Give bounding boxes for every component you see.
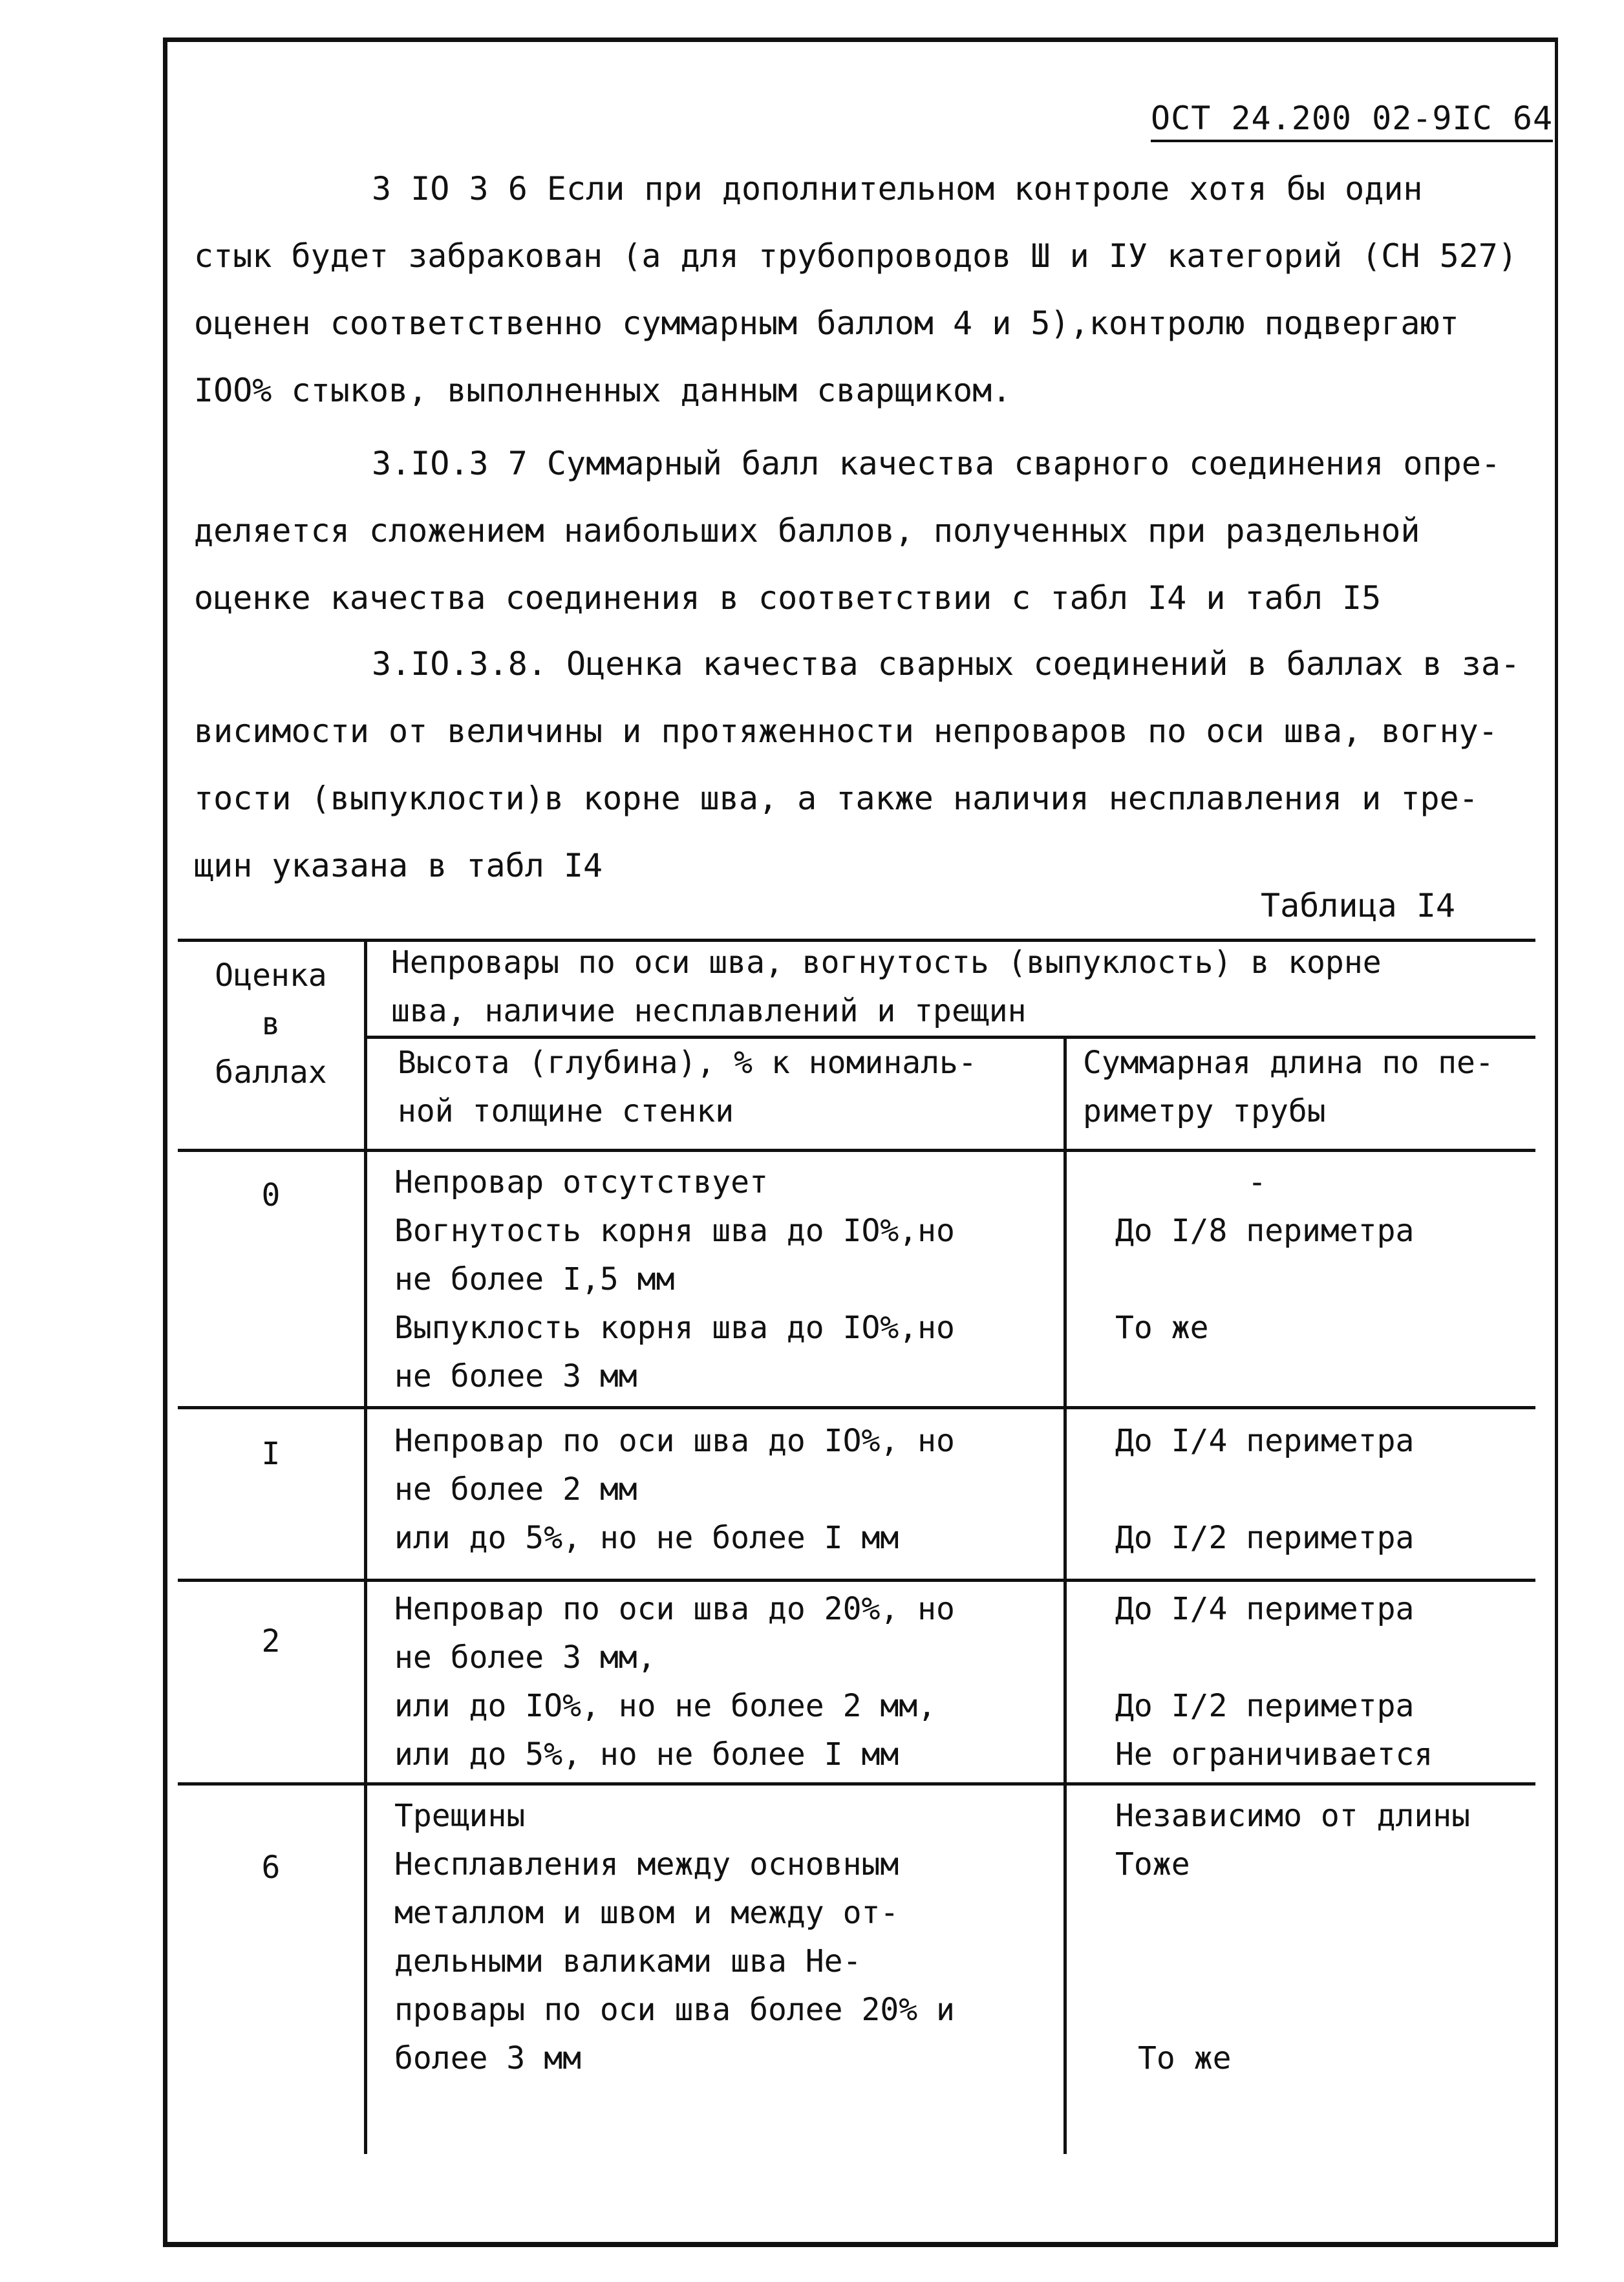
header-length-line: Суммарная длина по пе- bbox=[1083, 1045, 1494, 1081]
header-depth-line: ной толщине стенки bbox=[398, 1093, 734, 1129]
length-line: Независимо от длины bbox=[1115, 1798, 1471, 1834]
header-length-line: риметру трубы bbox=[1083, 1093, 1326, 1129]
row-rule bbox=[178, 1579, 1535, 1582]
description-line: не более 2 мм bbox=[394, 1471, 637, 1508]
row-rule bbox=[178, 1782, 1535, 1786]
column-rule bbox=[1063, 1036, 1067, 2154]
text-line: деляется сложением наибольших баллов, полученных при раздельной bbox=[194, 512, 1420, 549]
header-depth-line: Высота (глубина), % к номиналь- bbox=[398, 1045, 977, 1081]
length-line bbox=[1115, 1986, 1470, 2034]
description-line: не более I,5 мм bbox=[394, 1261, 675, 1297]
row-score: 6 bbox=[261, 1850, 281, 1886]
row-score: I bbox=[261, 1436, 281, 1472]
description-line: Вогнутость корня шва до IO%,но bbox=[394, 1213, 955, 1249]
length-line bbox=[1115, 1352, 1414, 1401]
header-group-line: Непровары по оси шва, вогнутость (выпуклость) в корне bbox=[391, 944, 1382, 981]
table-caption: Таблица I4 bbox=[1261, 887, 1456, 924]
description-line: не более 3 мм bbox=[394, 1358, 637, 1394]
row-length bbox=[1115, 1158, 1414, 1401]
header-score-line: баллах bbox=[215, 1054, 327, 1091]
length-line bbox=[1115, 1937, 1470, 1986]
description-line: Непровар по оси шва до IO%, но bbox=[394, 1423, 955, 1459]
text-line: тости (выпуклости)в корне шва, а также наличия несплавления и тре- bbox=[194, 780, 1479, 817]
description-line: металлом и швом и между от- bbox=[394, 1895, 899, 1931]
header-score bbox=[178, 952, 364, 1097]
description-line: Несплавления между основным bbox=[394, 1846, 899, 1882]
row-length bbox=[1115, 1585, 1433, 1779]
paragraph-3-10-3-8 bbox=[194, 630, 1558, 899]
description-line: Трещины bbox=[394, 1798, 526, 1834]
length-line: До I/4 периметра bbox=[1115, 1423, 1415, 1459]
text-line: щин указана в табл I4 bbox=[194, 847, 603, 884]
description-line: или до 5%, но не более I мм bbox=[394, 1520, 899, 1556]
length-line bbox=[1115, 1634, 1433, 1682]
description-line: или до 5%, но не более I мм bbox=[394, 1736, 899, 1773]
text-line: стык будет забракован (а для трубопроводов Ш и IУ категорий (СН 527) bbox=[194, 237, 1517, 275]
description-line: не более 3 мм, bbox=[394, 1639, 656, 1676]
text-line: 3.IO.3 7 Суммарный балл качества сварного соединения опре- bbox=[372, 445, 1501, 482]
table-14 bbox=[178, 939, 1539, 2167]
row-description bbox=[394, 1158, 955, 1401]
description-line: дельными валиками шва Не- bbox=[394, 1943, 862, 1979]
description-line: Выпуклость корня шва до IO%,но bbox=[394, 1310, 955, 1346]
row-score: 0 bbox=[261, 1177, 281, 1213]
length-line: - bbox=[1248, 1164, 1266, 1200]
text-line: IOO% стыков, выполненных данным сварщиком. bbox=[194, 372, 1012, 409]
document-code: ОСТ 24.200 02-9IC 64 bbox=[1151, 97, 1553, 142]
description-line: более 3 мм bbox=[394, 2040, 581, 2076]
length-line: Тоже bbox=[1115, 1846, 1190, 1882]
row-rule bbox=[178, 1406, 1535, 1409]
length-line bbox=[1115, 1889, 1470, 1937]
paragraph-3-10-3-6 bbox=[194, 155, 1558, 424]
description-line: провары по оси шва более 20% и bbox=[394, 1992, 955, 2028]
length-line bbox=[1115, 1255, 1414, 1304]
length-line: До I/4 периметра bbox=[1115, 1591, 1415, 1627]
header-length bbox=[1083, 1039, 1494, 1136]
column-rule bbox=[364, 939, 367, 2154]
header-depth bbox=[398, 1039, 977, 1136]
paragraph-3-10-3-7 bbox=[194, 430, 1558, 632]
length-line: До I/8 периметра bbox=[1115, 1213, 1415, 1249]
row-score: 2 bbox=[261, 1623, 281, 1659]
row-length bbox=[1115, 1417, 1414, 1562]
header-group-line: шва, наличие несплавлений и трещин bbox=[391, 993, 1027, 1029]
row-length bbox=[1115, 1792, 1470, 2083]
header-bottom-rule bbox=[178, 1149, 1535, 1152]
header-score-line: в bbox=[261, 1006, 281, 1042]
text-line: оценен соответственно суммарным баллом 4 и 5),контролю подвергают bbox=[194, 304, 1459, 342]
header-group bbox=[391, 939, 1382, 1036]
text-line: 3 IO 3 6 Если при дополнительном контроле хотя бы один bbox=[372, 170, 1423, 208]
length-line: То же bbox=[1138, 2040, 1232, 2076]
description-line: Непровар по оси шва до 20%, но bbox=[394, 1591, 955, 1627]
description-line: Непровар отсутствует bbox=[394, 1164, 768, 1200]
length-line: До I/2 периметра bbox=[1115, 1520, 1415, 1556]
text-line: 3.IO.3.8. Оценка качества сварных соединений в баллах в за- bbox=[372, 645, 1521, 683]
description-line: или до IO%, но не более 2 мм, bbox=[394, 1688, 937, 1724]
text-line: висимости от величины и протяженности непроваров по оси шва, вогну- bbox=[194, 712, 1498, 750]
length-line: До I/2 периметра bbox=[1115, 1688, 1415, 1724]
length-line: Не ограничивается bbox=[1115, 1736, 1433, 1773]
text-line: оценке качества соединения в соответствии с табл I4 и табл I5 bbox=[194, 579, 1382, 617]
row-description bbox=[394, 1792, 955, 2083]
row-description bbox=[394, 1585, 955, 1779]
row-description bbox=[394, 1417, 955, 1562]
length-line bbox=[1115, 1466, 1414, 1514]
length-line: То же bbox=[1115, 1310, 1209, 1346]
header-score-line: Оценка bbox=[215, 957, 327, 994]
